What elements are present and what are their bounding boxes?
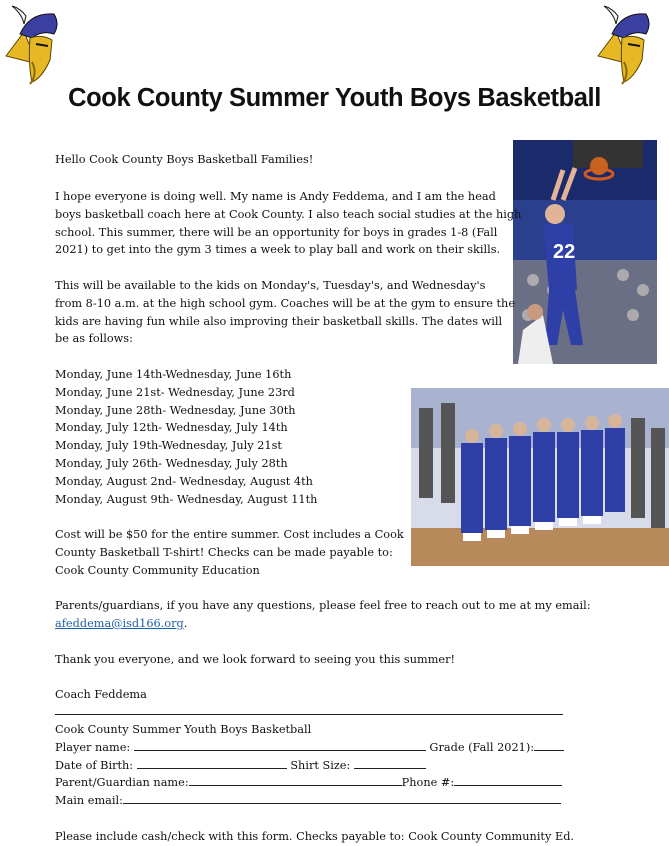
greeting: Hello Cook County Boys Basketball Families! <box>55 153 314 166</box>
date-item: Monday, July 19th-Wednesday, July 21st <box>55 439 282 453</box>
team-photo <box>411 388 669 566</box>
form-row-player <box>55 739 564 757</box>
signature: Coach Feddema <box>55 688 147 701</box>
shirt-size-label: Shirt Size: <box>290 758 351 772</box>
form-divider <box>55 714 563 715</box>
player-name-field[interactable] <box>134 739 426 751</box>
contact-line: Parents/guardians, if you have any questions, please feel free to reach out to me at my email: <box>55 599 591 612</box>
contact-paragraph <box>55 597 591 633</box>
grade-label: Grade (Fall 2021): <box>429 740 535 754</box>
cost-line: Cost will be $50 for the entire summer. Cost includes a Cook <box>55 528 404 541</box>
date-item: Monday, August 2nd- Wednesday, August 4th <box>55 474 313 488</box>
intro-line: I hope everyone is doing well. My name is Andy Feddema, and I am the head <box>55 190 496 203</box>
main-email-field[interactable] <box>123 792 561 804</box>
schedule-line: This will be available to the kids on Monday's, Tuesday's, and Wednesday's <box>55 279 486 292</box>
viking-logo-right-icon <box>594 4 656 86</box>
form-row-email <box>55 792 564 810</box>
cost-line: Cook County Community Education <box>55 563 260 577</box>
parent-name-field[interactable] <box>189 774 402 786</box>
registration-form <box>55 721 564 810</box>
cost-line: County Basketball T-shirt! Checks can be made payable to: <box>55 545 393 559</box>
email-suffix: . <box>183 616 188 630</box>
intro-line: school. This summer, there will be an opportunity for boys in grades 1-8 (Fall <box>55 225 498 239</box>
phone-field[interactable] <box>454 774 562 786</box>
intro-line: boys basketball coach here at Cook County. I also teach social studies at the high <box>55 207 522 221</box>
form-row-parent <box>55 774 564 792</box>
grade-field[interactable] <box>534 739 564 751</box>
date-item: Monday, June 14th-Wednesday, June 16th <box>55 368 292 381</box>
phone-label: Phone #: <box>401 776 455 790</box>
schedule-line: kids are having fun while also improving their basketball skills. The dates will <box>55 314 503 328</box>
intro-line: 2021) to get into the gym 3 times a week to play ball and work on their skills. <box>55 243 501 257</box>
date-item: Monday, June 21st- Wednesday, June 23rd <box>55 385 295 399</box>
schedule-line: from 8-10 a.m. at the high school gym. Coaches will be at the gym to ensure the <box>55 296 516 310</box>
schedule-line: be as follows: <box>55 332 133 346</box>
cost-paragraph <box>55 526 404 579</box>
main-email-label: Main email: <box>55 794 123 808</box>
date-item: Monday, July 12th- Wednesday, July 14th <box>55 421 288 435</box>
intro-paragraph <box>55 188 521 259</box>
dob-label: Date of Birth: <box>55 758 134 772</box>
shirt-size-field[interactable] <box>354 757 426 769</box>
thanks-text: Thank you everyone, and we look forward to seeing you this summer! <box>55 653 456 666</box>
parent-name-label: Parent/Guardian name: <box>55 776 189 790</box>
form-heading: Cook County Summer Youth Boys Basketball <box>55 723 312 736</box>
svg-text:22: 22 <box>553 241 576 263</box>
form-row-dob <box>55 757 564 775</box>
dunk-photo <box>513 140 657 364</box>
date-item: Monday, June 28th- Wednesday, June 30th <box>55 403 296 417</box>
dates-list <box>55 366 317 508</box>
dob-field[interactable] <box>137 757 287 769</box>
page-title: Cook County Summer Youth Boys Basketball <box>68 84 601 112</box>
schedule-paragraph <box>55 277 515 348</box>
date-item: Monday, August 9th- Wednesday, August 11th <box>55 492 318 506</box>
date-item: Monday, July 26th- Wednesday, July 28th <box>55 456 288 470</box>
email-link[interactable]: afeddema@isd166.org <box>55 616 184 630</box>
viking-logo-left-icon <box>2 4 64 86</box>
footer-note: Please include cash/check with this form. Checks payable to: Cook County Community Ed. <box>55 830 575 843</box>
player-name-label: Player name: <box>55 740 131 754</box>
